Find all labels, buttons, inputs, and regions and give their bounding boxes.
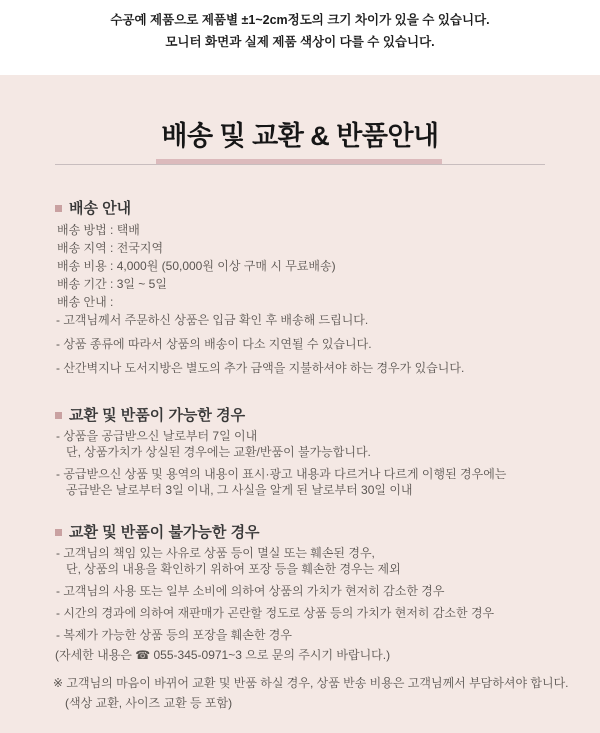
policy-line: 배송 방법 : 택배 xyxy=(57,223,140,237)
section-heading xyxy=(55,407,558,424)
policy-line: - 복제가 가능한 상품 등의 포장을 훼손한 경우 xyxy=(56,628,292,642)
section-lines xyxy=(55,428,558,498)
policy-content xyxy=(0,200,600,663)
section-title: 교환 및 반품이 가능한 경우 xyxy=(69,407,246,424)
policy-line: - 상품을 공급받으신 날로부터 7일 이내 xyxy=(56,429,258,443)
policy-line: 배송 기간 : 3일 ~ 5일 xyxy=(57,277,167,291)
shipping-info-panel xyxy=(0,75,600,733)
policy-line: 배송 안내 : xyxy=(57,295,114,309)
square-bullet-icon xyxy=(55,412,62,419)
square-bullet-icon xyxy=(55,205,62,212)
policy-line: - 시간의 경과에 의하여 재판매가 곤란할 정도로 상품 등의 가치가 현저히 감소한 경우 xyxy=(56,606,495,620)
policy-line: 단, 상품가치가 상실된 경우에는 교환/반품이 불가능합니다. xyxy=(66,445,371,459)
section-heading xyxy=(55,524,558,541)
footnote-line: (색상 교환, 사이즈 교환 등 포함) xyxy=(65,696,233,710)
policy-line: 공급받은 날로부터 3일 이내, 그 사실을 알게 된 날로부터 30일 이내 xyxy=(66,483,413,497)
footnote-line: ※ 고객님의 마음이 바뀌어 교환 및 반품 하실 경우, 상품 반송 비용은 고객님께서 부담하셔야 합니다. xyxy=(53,676,569,690)
section-lines xyxy=(55,221,558,377)
square-bullet-icon xyxy=(55,529,62,536)
title-rule-line xyxy=(55,164,545,165)
section-exchange-possible xyxy=(55,407,558,498)
policy-line: - 공급받으신 상품 및 용역의 내용이 표시·광고 내용과 다르거나 다르게 이행된 경우에는 xyxy=(56,467,507,481)
section-shipping-guide xyxy=(55,200,558,377)
policy-line: 배송 지역 : 전국지역 xyxy=(57,241,164,255)
policy-line: - 상품 종류에 따라서 상품의 배송이 다소 지연될 수 있습니다. xyxy=(56,337,372,351)
section-exchange-impossible xyxy=(55,524,558,663)
contact-phone-note: (자세한 내용은 ☎ 055-345-0971~3 으로 문의 주시기 바랍니다.) xyxy=(55,648,391,662)
panel-title: 배송 및 교환 & 반품안내 xyxy=(161,121,439,151)
policy-line: 배송 비용 : 4,000원 (50,000원 이상 구매 시 무료배송) xyxy=(57,259,336,273)
section-lines xyxy=(55,545,558,663)
policy-line: - 산간벽지나 도서지방은 별도의 추가 금액을 지불하셔야 하는 경우가 있습니다. xyxy=(56,361,465,375)
return-cost-footnote xyxy=(0,673,600,713)
section-title: 교환 및 반품이 불가능한 경우 xyxy=(69,524,260,541)
policy-line: 단, 상품의 내용을 확인하기 위하여 포장 등을 훼손한 경우는 제외 xyxy=(66,562,401,576)
section-heading xyxy=(55,200,558,217)
disclaimer-line-size: 수공예 제품으로 제품별 ±1~2cm정도의 크기 차이가 있을 수 있습니다. xyxy=(110,13,490,27)
policy-line: - 고객님의 책임 있는 사유로 상품 등이 멸실 또는 훼손된 경우, xyxy=(56,546,375,560)
disclaimer-line-color: 모니터 화면과 실제 제품 색상이 다를 수 있습니다. xyxy=(165,35,435,49)
product-disclaimer xyxy=(0,0,600,75)
title-underline xyxy=(0,159,600,166)
policy-line: - 고객님의 사용 또는 일부 소비에 의하여 상품의 가치가 현저히 감소한 경우 xyxy=(56,584,445,598)
section-title: 배송 안내 xyxy=(69,200,132,217)
policy-line: - 고객님께서 주문하신 상품은 입금 확인 후 배송해 드립니다. xyxy=(56,313,369,327)
